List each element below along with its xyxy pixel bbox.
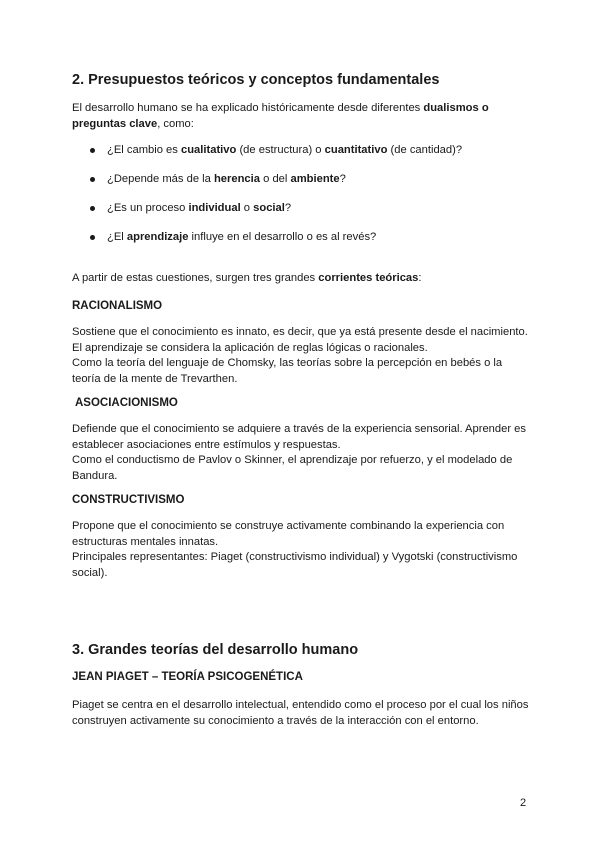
bullet-icon bbox=[90, 206, 95, 211]
piaget-text: Piaget se centra en el desarrollo intelectual, entendido como el proceso por el cual los niños construyen activamente su conocimiento a través de la interacción con el entorno. bbox=[72, 699, 529, 727]
section-3-heading: 3. Grandes teorías del desarrollo humano bbox=[72, 642, 359, 658]
section-2-intro: El desarrollo humano se ha explicado históricamente desde diferentes dualismos o preguntas clave, como: bbox=[72, 102, 489, 130]
asociacionismo-title: ASOCIACIONISMO bbox=[75, 397, 178, 409]
racionalismo-text: Sostiene que el conocimiento es innato, es decir, que ya está presente desde el nacimiento. El aprendizaje se considera la aplicación de reglas lógicas o racionales. Como la teoría del lenguaje de Chomsky, las teorías sobre la percepción en bebés o la teoría de la mente de Trevarthen. bbox=[72, 326, 528, 385]
list-item: ¿Es un proceso individual o social? bbox=[72, 201, 532, 230]
bullet-icon bbox=[90, 177, 95, 182]
question-list bbox=[72, 143, 532, 259]
constructivismo-text: Propone que el conocimiento se construye activamente combinando la experiencia con estructuras mentales innatas. Principales representantes: Piaget (constructivismo individual) y Vygotski (constructivismo social). bbox=[72, 520, 518, 579]
racionalismo-title: RACIONALISMO bbox=[72, 300, 163, 312]
list-item: ¿El aprendizaje influye en el desarrollo o es al revés? bbox=[72, 230, 532, 259]
list-item: ¿El cambio es cualitativo (de estructura) o cuantitativo (de cantidad)? bbox=[72, 143, 532, 172]
asociacionismo-text: Defiende que el conocimiento se adquiere a través de la experiencia sensorial. Aprender es establecer asociaciones entre estímulos y respuestas. Como el conductismo de Pavlov o Skinner, el aprendizaje por refuerzo, y el modelado de Bandura. bbox=[72, 423, 526, 482]
constructivismo-title: CONSTRUCTIVISMO bbox=[72, 494, 185, 506]
list-item: ¿Depende más de la herencia o del ambiente? bbox=[72, 172, 532, 201]
bullet-icon bbox=[90, 148, 95, 153]
page-number: 2 bbox=[520, 797, 527, 809]
bullet-icon bbox=[90, 235, 95, 240]
piaget-subheading: JEAN PIAGET – TEORÍA PSICOGENÉTICA bbox=[72, 671, 303, 683]
currents-intro: A partir de estas cuestiones, surgen tres grandes corrientes teóricas: bbox=[72, 272, 422, 284]
section-2-heading: 2. Presupuestos teóricos y conceptos fundamentales bbox=[72, 72, 440, 88]
